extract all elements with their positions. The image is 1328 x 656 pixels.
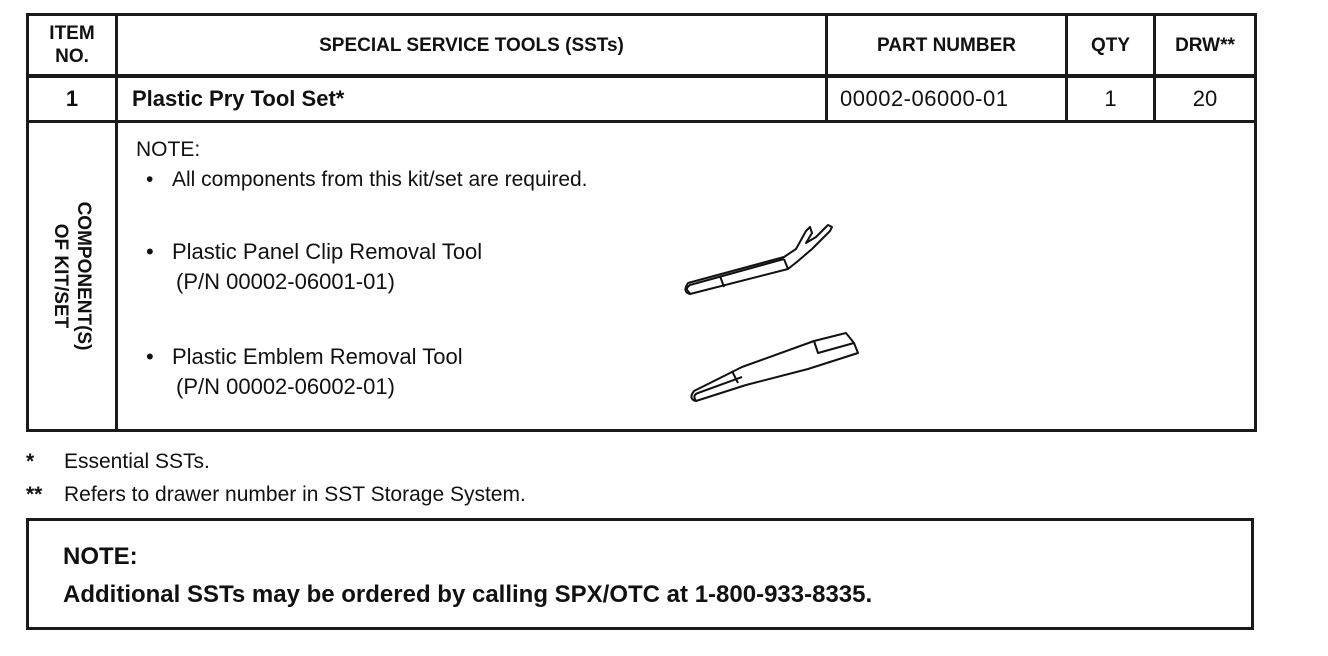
tool-name-cell: Plastic Pry Tool Set* xyxy=(117,76,827,122)
header-special-service-tools: SPECIAL SERVICE TOOLS (SSTs) xyxy=(117,15,827,77)
footnote-text: Essential SSTs. xyxy=(64,450,210,473)
footnote-mark: * xyxy=(26,450,35,473)
note-bullet-text: All components from this kit/set are required. xyxy=(172,168,588,191)
footnote-text: Refers to drawer number in SST Storage System. xyxy=(64,483,526,506)
footnote-drawer xyxy=(26,483,526,507)
component-name: Plastic Emblem Removal Tool xyxy=(172,344,463,369)
note-box xyxy=(26,518,1254,630)
header-item-no: ITEM NO. xyxy=(28,15,117,77)
components-side-cell xyxy=(28,122,117,431)
footnote-mark: ** xyxy=(26,483,43,506)
side-label-line1: COMPONENT(S) xyxy=(73,201,94,351)
component-item xyxy=(146,237,482,297)
note-box-title: NOTE: xyxy=(63,543,138,570)
table-row xyxy=(28,76,1256,122)
components-side-label xyxy=(49,202,95,351)
bullet: • xyxy=(146,344,154,369)
panel-clip-removal-tool-icon xyxy=(680,219,850,301)
special-service-tools-table xyxy=(26,13,1257,432)
emblem-removal-tool-icon xyxy=(690,327,870,407)
qty-cell: 1 xyxy=(1067,76,1155,122)
item-number-cell: 1 xyxy=(28,76,117,122)
header-drw: DRW** xyxy=(1155,15,1256,77)
bullet: • xyxy=(146,239,154,264)
part-number-cell: 00002-06000-01 xyxy=(827,76,1067,122)
component-part-number: (P/N 00002-06001-01) xyxy=(176,269,395,294)
components-note-heading: NOTE: xyxy=(136,138,201,161)
components-body-cell xyxy=(117,122,1256,431)
side-label-line2: OF KIT/SET xyxy=(50,223,71,329)
component-name: Plastic Panel Clip Removal Tool xyxy=(172,239,483,264)
component-item xyxy=(146,342,463,402)
components-row xyxy=(28,122,1256,431)
components-note-bullet xyxy=(146,168,588,192)
footnote-essential xyxy=(26,450,210,474)
bullet: • xyxy=(146,168,154,191)
note-box-text: Additional SSTs may be ordered by calling SPX/OTC at 1-800-933-8335. xyxy=(63,581,873,608)
header-part-number: PART NUMBER xyxy=(827,15,1067,77)
drawer-cell: 20 xyxy=(1155,76,1256,122)
header-qty: QTY xyxy=(1067,15,1155,77)
table-header-row xyxy=(28,15,1256,77)
component-part-number: (P/N 00002-06002-01) xyxy=(176,374,395,399)
